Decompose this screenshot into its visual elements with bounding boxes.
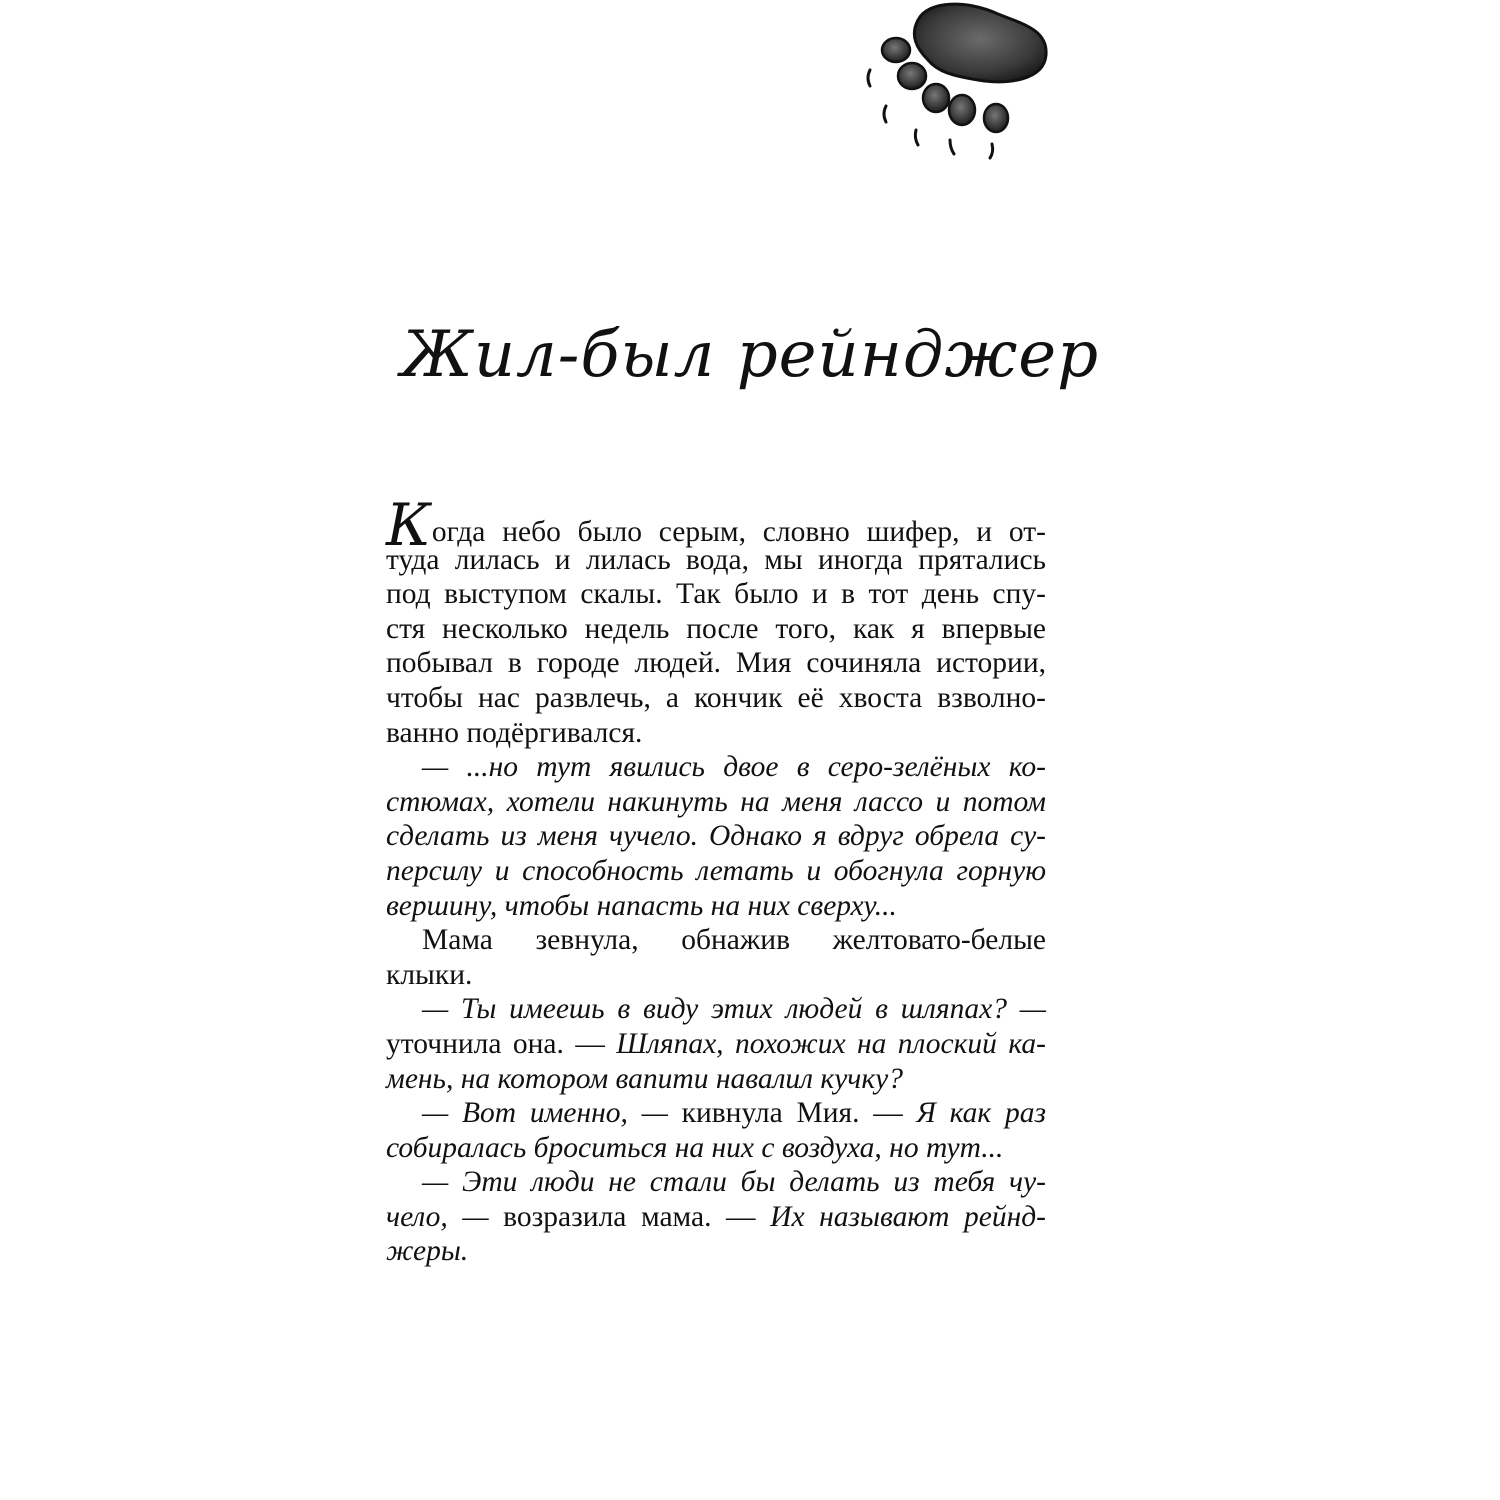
text-line: стюмах, хотели накинуть на меня лассо и потом — [386, 785, 1046, 818]
text-line: собиралась броситься на них с воздуха, но тут... — [386, 1131, 1004, 1164]
text-line: — Вот именно, — кивнула Мия. — Я как раз — [422, 1097, 1046, 1130]
drop-cap: К — [386, 491, 431, 559]
text-line: жеры. — [386, 1235, 469, 1268]
text-line: клыки. — [386, 958, 473, 991]
chapter-title: Жил-был рейнджер — [400, 318, 1100, 392]
text-line: вершину, чтобы напасть на них сверху... — [386, 889, 897, 922]
text-line: мень, на котором вапити навалил кучку? — [386, 1062, 904, 1095]
text-line: стя несколько недель после того, как я впервые — [386, 612, 1046, 645]
text-line: уточнила она. — Шляпах, похожих на плоский ка- — [386, 1027, 1046, 1060]
text-line: чтобы нас развлечь, а кончик её хвоста взволно- — [386, 681, 1046, 714]
text-line: туда лилась и лилась вода, мы иногда прятались — [386, 543, 1046, 576]
text-line: под выступом скалы. Так было и в тот день спу- — [386, 578, 1046, 611]
text-line: — Эти люди не стали бы делать из тебя чу- — [422, 1166, 1046, 1199]
text-line: персилу и способность летать и обогнула горную — [386, 854, 1046, 887]
text-line: ванно подёргивался. — [386, 716, 643, 749]
text-line: Когда небо было серым, словно шифер, и от- — [386, 491, 1046, 559]
body-text — [386, 491, 1046, 1269]
bear-paw-print-icon — [858, 0, 1058, 170]
text-line: — ...но тут явились двое в серо-зелёных ко- — [422, 751, 1046, 784]
text-line: побывал в городе людей. Мия сочиняла истории, — [386, 647, 1046, 680]
text-line: чело, — возразила мама. — Их называют рейнд- — [386, 1200, 1046, 1233]
text-line: Мама зевнула, обнажив желтовато-белые — [422, 924, 1046, 957]
text-line: — Ты имеешь в виду этих людей в шляпах? — — [422, 993, 1046, 1026]
text-line: сделать из меня чучело. Однако я вдруг обрела су- — [386, 820, 1046, 853]
